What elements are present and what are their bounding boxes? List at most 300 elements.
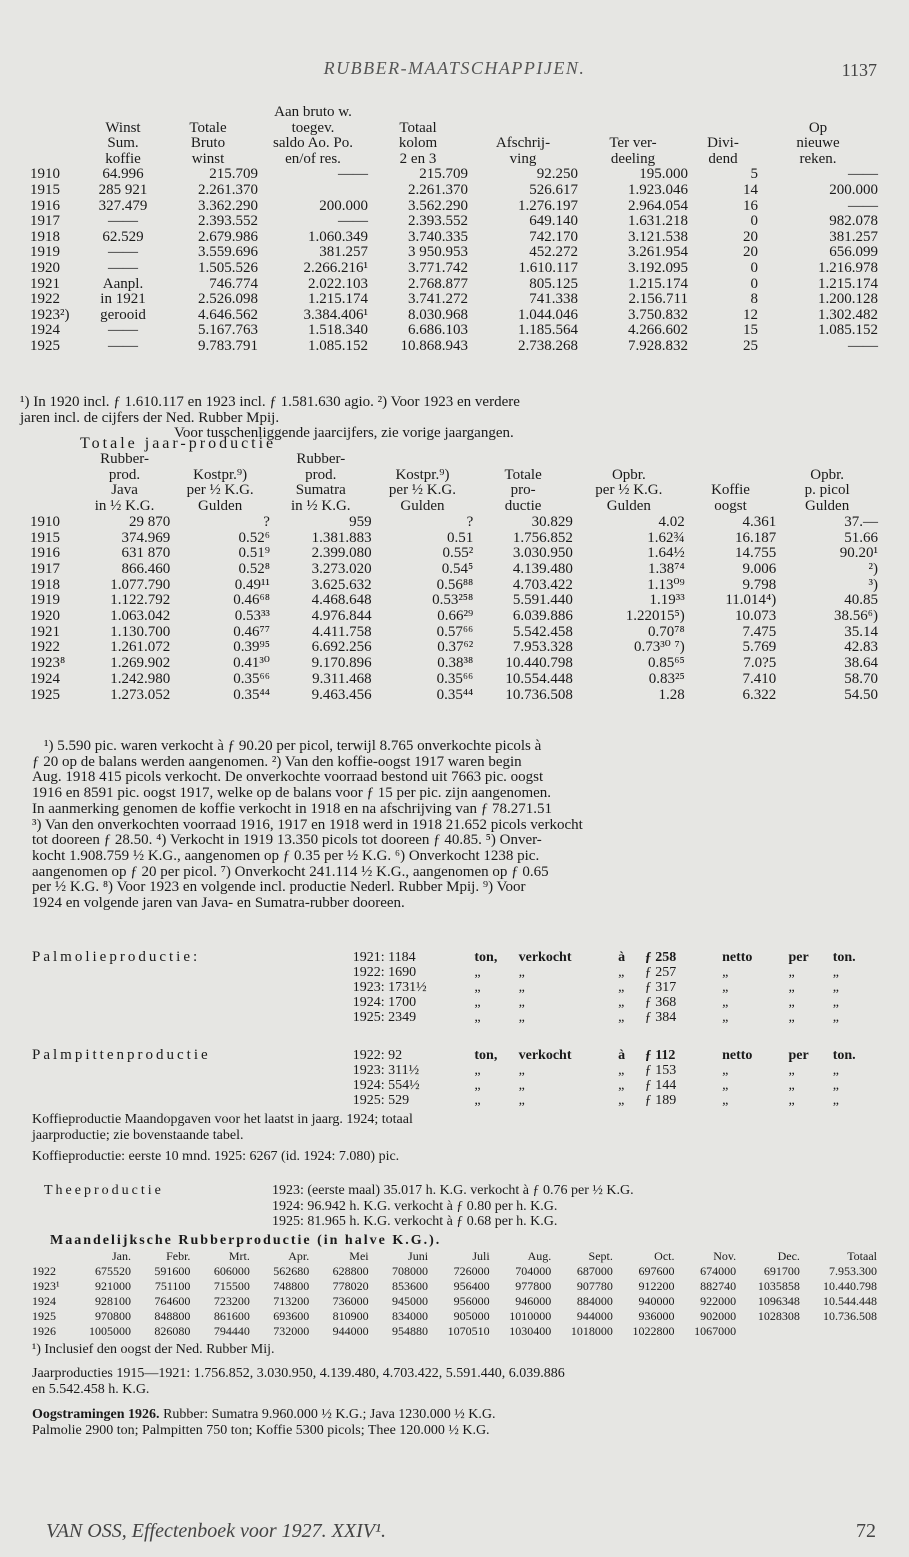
- table-cell: 1010000: [509, 1309, 552, 1323]
- table-cell: 1916: [30, 545, 60, 562]
- table-cell: 5.591.440: [512, 592, 573, 609]
- table-cell: 970800: [95, 1309, 132, 1323]
- table-cell: 1924: [30, 322, 60, 339]
- table-cell: „: [788, 995, 795, 1010]
- table-cell: „: [518, 965, 525, 980]
- table-row: [30, 593, 878, 609]
- table-row: [32, 995, 877, 1010]
- table-cell: 62.529: [102, 228, 144, 245]
- table-cell: 936000: [638, 1309, 675, 1323]
- table-cell: ton,: [474, 1048, 498, 1063]
- table-cell: 37.—: [844, 513, 878, 530]
- table-cell: 10.736.508: [823, 1309, 877, 1323]
- table-cell: Ter ver-: [609, 135, 657, 152]
- table-cell: Op: [808, 119, 828, 136]
- table-cell: 1.302.482: [818, 306, 878, 323]
- table-cell: 1922: [30, 639, 60, 656]
- table-cell: 1916: [30, 197, 60, 214]
- table-cell: 1.19³³: [649, 592, 685, 609]
- row-label: [32, 1063, 353, 1078]
- table-cell: 1926: [32, 1324, 56, 1338]
- table-cell: 1.215.174: [308, 291, 368, 308]
- table-cell: [30, 152, 88, 168]
- table-row: [30, 609, 878, 625]
- table-cell: Aug.: [527, 1249, 552, 1263]
- table-cell: ton,: [474, 950, 498, 965]
- page-number: 1137: [841, 60, 877, 80]
- table-cell: 0.35⁴⁴: [233, 686, 270, 703]
- table-cell: „: [722, 1063, 729, 1078]
- table-cell: ——: [108, 337, 138, 354]
- table-cell: 20: [743, 228, 758, 245]
- table-cell: 51.66: [844, 529, 878, 546]
- table-cell: Aan bruto w.: [274, 104, 352, 120]
- oogstramingen: [32, 1407, 867, 1438]
- oogst-label: Oogstramingen 1926.: [32, 1407, 160, 1422]
- table-cell: 697600: [638, 1264, 675, 1278]
- table-cell: 10.073: [735, 608, 777, 625]
- table-cell: 1920: [30, 608, 60, 625]
- table-cell: 2.768.877: [408, 275, 468, 292]
- table-cell: Sumatra: [295, 482, 346, 499]
- thee-line: 1924: 96.942 h. K.G. verkocht à ƒ 0.80 per h. K.G.: [272, 1198, 558, 1214]
- table-cell: 12: [743, 306, 758, 323]
- table-cell: [776, 452, 878, 468]
- table-cell: 1917: [30, 560, 60, 577]
- table-row: [30, 183, 878, 199]
- table-cell: 0.52⁸: [238, 560, 270, 577]
- table-cell: ƒ 368: [644, 995, 677, 1010]
- table-cell: 452.272: [529, 244, 578, 261]
- table-cell: „: [618, 980, 625, 995]
- table-cell: [32, 1249, 72, 1264]
- table-row: [30, 230, 878, 246]
- table-cell: 0.53³³: [234, 608, 270, 625]
- table-row: [30, 531, 878, 547]
- table-cell: 92.250: [536, 166, 578, 183]
- table-cell: Febr.: [166, 1249, 191, 1263]
- table-cell: 1.085.152: [308, 337, 368, 354]
- table-cell: in ½ K.G.: [94, 498, 155, 515]
- table-cell: 5.769: [742, 639, 777, 656]
- maand-title: Maandelijksche Rubberproductie (in halve K.G.).: [50, 1233, 442, 1248]
- note-line: Voor tusschenliggende jaarcijfers, zie vorige jaargangen.: [174, 425, 514, 442]
- table-cell: 0.38³⁸: [437, 655, 474, 672]
- palmolie-table: [32, 950, 877, 1025]
- table-cell: 736000: [332, 1294, 369, 1308]
- table-cell: „: [474, 1093, 481, 1108]
- table-cell: 810900: [332, 1309, 369, 1323]
- note-line: Aug. 1918 415 picols verkocht. De onverkochte voorraad bestond uit 7663 pic. oogst: [32, 769, 544, 786]
- note-line: 1916 en 8591 pic. oogst 1917, welke op de balans voor ƒ 15 per pic. zijn aangenomen.: [32, 785, 552, 802]
- table-cell: ving: [509, 150, 537, 167]
- table-cell: „: [832, 1063, 839, 1078]
- table-cell: 1096348: [757, 1294, 800, 1308]
- table-cell: Koffie: [711, 482, 750, 499]
- table-cell: [30, 136, 88, 152]
- table-cell: [88, 105, 158, 121]
- thee-line: 1925: 81.965 h. K.G. verkocht à ƒ 0.68 per h. K.G.: [272, 1214, 558, 1229]
- table-cell: „: [832, 995, 839, 1010]
- table-cell: 0.35⁶⁶: [436, 670, 474, 687]
- table-cell: „: [518, 1010, 525, 1025]
- oogst-line: Palmolie 2900 ton; Palmpitten 750 ton; Koffie 5300 picols; Thee 120.000 ½ K.G.: [32, 1422, 490, 1438]
- table-cell: 713200: [273, 1294, 310, 1308]
- table-cell: 2.964.054: [628, 197, 688, 214]
- table-cell: ƒ 144: [644, 1078, 677, 1093]
- table-cell: 907780: [576, 1279, 613, 1293]
- table-cell: 35.14: [844, 623, 878, 640]
- table-cell: [688, 121, 758, 137]
- table-cell: [573, 452, 685, 468]
- header-row: [30, 452, 878, 468]
- table-cell: 2.022.103: [308, 275, 368, 292]
- table-row: [30, 277, 878, 293]
- table-cell: „: [618, 965, 625, 980]
- table-row: [30, 672, 878, 688]
- table-cell: 0.53²⁵⁸: [432, 592, 474, 609]
- table-cell: 834000: [392, 1309, 429, 1323]
- table-cell: prod.: [305, 466, 337, 483]
- table-cell: [258, 183, 368, 199]
- table-cell: 14: [743, 181, 758, 198]
- row-label: [32, 965, 353, 980]
- table-cell: pro-: [510, 482, 536, 499]
- table-cell: reken.: [799, 150, 837, 167]
- table-row: [30, 640, 878, 656]
- table-row: [30, 656, 878, 672]
- table-cell: 16: [743, 197, 758, 214]
- table-cell: 7.475: [742, 623, 777, 640]
- row-label: [32, 1078, 353, 1093]
- table-cell: 1.261.072: [110, 639, 171, 656]
- table-cell: 38.64: [844, 655, 878, 672]
- table-cell: 628800: [332, 1264, 369, 1278]
- table-cell: ——: [108, 322, 138, 339]
- table-cell: Sum.: [107, 135, 139, 152]
- table-cell: [800, 1324, 877, 1339]
- table-cell: 1.38⁷⁴: [648, 560, 685, 577]
- note-line: ¹) In 1920 incl. ƒ 1.610.117 en 1923 incl. ƒ 1.581.630 agio. ²) Voor 1923 en verdere: [20, 394, 520, 410]
- table-cell: 1.185.564: [518, 322, 578, 339]
- table-cell: 3.741.272: [408, 291, 468, 308]
- table-cell: Afschrij-: [495, 135, 551, 152]
- table-cell: 1923¹: [32, 1279, 60, 1293]
- table-row: [32, 1010, 877, 1025]
- table-cell: Mrt.: [228, 1249, 250, 1263]
- table-cell: 591600: [154, 1264, 191, 1278]
- table-row: [30, 546, 878, 562]
- table-cell: 38.56⁶): [834, 608, 878, 625]
- table-cell: [30, 499, 79, 515]
- table-cell: „: [832, 980, 839, 995]
- table-row: [30, 308, 878, 324]
- header-row: [30, 152, 878, 168]
- table-cell: 0.35⁴⁴: [436, 686, 474, 703]
- table-cell: 921000: [95, 1279, 132, 1293]
- table-cell: 1.276.197: [518, 197, 578, 214]
- table-cell: 3.273.020: [311, 560, 372, 577]
- table-cell: Winst: [105, 119, 141, 136]
- table-row: [30, 625, 878, 641]
- table-cell: Gulden: [198, 498, 243, 515]
- table-cell: 1925: [32, 1309, 56, 1323]
- table-cell: 5.167.763: [198, 322, 258, 339]
- table-cell: 1.215.174: [818, 275, 878, 292]
- table-cell: 0.54⁵: [441, 560, 474, 577]
- table-cell: 1.610.117: [518, 259, 578, 276]
- running-header: [0, 58, 909, 82]
- table-cell: 9.006: [742, 560, 777, 577]
- table-cell: „: [618, 1078, 625, 1093]
- note-line: In aanmerking genomen de koffie verkocht in 1918 en na afschrijving van ƒ 78.271.51: [32, 800, 552, 817]
- note-line: 1924 en volgende jaren van Java- en Sumatra-rubber dooreen.: [32, 895, 405, 912]
- footer-source: VAN OSS, Effectenboek voor 1927. XXIV¹.: [46, 1520, 386, 1542]
- koffie-line: jaarproductie; zie bovenstaande tabel.: [32, 1127, 244, 1143]
- table-cell: 25: [743, 337, 758, 354]
- table-cell: 16.187: [735, 529, 777, 546]
- table-cell: 946000: [515, 1294, 552, 1308]
- table-cell: ductie: [504, 498, 542, 515]
- table-cell: 0.46⁶⁸: [233, 592, 270, 609]
- table-cell: Totale: [189, 119, 227, 136]
- table-cell: 3.192.095: [628, 259, 688, 276]
- table-cell: 954880: [392, 1324, 429, 1338]
- table-cell: 9.170.896: [311, 655, 372, 672]
- table-cell: 215.709: [209, 166, 258, 183]
- table-cell: „: [788, 1010, 795, 1025]
- table-cell: 861600: [213, 1309, 250, 1323]
- table-cell: „: [722, 1078, 729, 1093]
- table-cell: [685, 452, 777, 468]
- table-cell: 884000: [576, 1294, 613, 1308]
- footer-page: 72: [856, 1520, 876, 1542]
- table-cell: 3.121.538: [628, 228, 688, 245]
- table-cell: „: [722, 1093, 729, 1108]
- table-cell: Totaal: [399, 119, 437, 136]
- table-cell: netto: [722, 950, 753, 965]
- table-cell: 1915: [30, 181, 60, 198]
- table-cell: 10.544.448: [823, 1294, 877, 1308]
- table-cell: 1.28: [658, 686, 685, 703]
- table-cell: „: [618, 1010, 625, 1025]
- table-cell: in 1921: [100, 291, 146, 308]
- table-cell: „: [474, 1010, 481, 1025]
- table-cell: 200.000: [319, 197, 368, 214]
- table-cell: 3.362.290: [198, 197, 258, 214]
- table-cell: 977800: [515, 1279, 552, 1293]
- table-cell: 1.631.218: [628, 213, 688, 230]
- table-cell: 649.140: [529, 213, 578, 230]
- table-cell: 526.617: [529, 181, 578, 198]
- table-cell: 3.559.696: [198, 244, 258, 261]
- table-cell: 0.70⁷⁸: [648, 623, 685, 640]
- table-cell: ?: [263, 513, 270, 530]
- table-cell: 2.399.080: [311, 545, 372, 562]
- table-cell: 1924: [32, 1294, 56, 1308]
- table-cell: 0.46⁷⁷: [233, 623, 270, 640]
- table-cell: per: [788, 950, 809, 965]
- table-cell: 1921: [30, 275, 60, 292]
- table-cell: 1.085.152: [818, 322, 878, 339]
- table-cell: 1922: [32, 1264, 56, 1278]
- table-cell: ——: [848, 197, 878, 214]
- table-cell: [736, 1324, 800, 1339]
- table-cell: 374.969: [121, 529, 171, 546]
- table-cell: 2 en 3: [399, 150, 437, 167]
- table-cell: ——: [108, 259, 138, 276]
- table-cell: 8.030.968: [408, 306, 468, 323]
- header-row: [30, 136, 878, 152]
- table-cell: ƒ 189: [644, 1093, 677, 1108]
- table-cell: 1070510: [447, 1324, 490, 1338]
- table-cell: Juli: [472, 1249, 490, 1263]
- table-cell: 1.381.883: [311, 529, 372, 546]
- table-cell: „: [722, 1010, 729, 1025]
- note-line: ƒ 20 op de balans werden aangenomen. ²) Van den koffie-oogst 1917 waren begin: [32, 753, 522, 770]
- table-cell: 956000: [453, 1294, 490, 1308]
- note-line: ³) Van den onverkochten voorraad 1916, 1917 en 1918 werd in 1918 21.652 picols verkocht: [32, 816, 583, 833]
- table-cell: 0.52⁶: [238, 529, 270, 546]
- table-cell: 0.56⁸⁸: [436, 576, 474, 593]
- table-row: [32, 1294, 877, 1309]
- table-cell: 42.83: [844, 639, 878, 656]
- table-cell: 0.37⁶²: [437, 639, 474, 656]
- table-cell: koffie: [105, 150, 141, 167]
- table-cell: 1.200.128: [818, 291, 878, 308]
- table-cell: Gulden: [805, 498, 850, 515]
- table-cell: 940000: [638, 1294, 675, 1308]
- table-row: [32, 1093, 877, 1108]
- table-cell: ƒ 384: [644, 1010, 677, 1025]
- header-row: [30, 105, 878, 121]
- table-cell: „: [474, 965, 481, 980]
- thee-section: [32, 1183, 867, 1233]
- table-cell: 1922: [30, 291, 60, 308]
- note-line: jaren incl. de cijfers der Ned. Rubber Mpij.: [20, 409, 280, 426]
- table-cell: „: [788, 1078, 795, 1093]
- table-cell: 905000: [453, 1309, 490, 1323]
- table-cell: 562680: [273, 1264, 310, 1278]
- table-cell: 4.976.844: [311, 608, 372, 625]
- table-cell: 1.215.174: [628, 275, 688, 292]
- table-cell: Mei: [349, 1249, 369, 1263]
- table-cell: „: [518, 1078, 525, 1093]
- row-label: Palmolieproductie:: [32, 949, 201, 965]
- table-cell: 7.0?5: [743, 655, 777, 672]
- table-cell: 6.039.886: [512, 608, 573, 625]
- table-cell: 1925: [30, 337, 60, 354]
- table-cell: 1028308: [757, 1309, 800, 1323]
- table-cell: „: [788, 965, 795, 980]
- table-cell: gerooid: [100, 306, 146, 323]
- note-line: per ½ K.G. ⁸) Voor 1923 en volgende incl. productie Nederl. Rubber Mpij. ⁹) Voor: [32, 879, 526, 896]
- table-cell: Sept.: [588, 1249, 613, 1263]
- table-cell: [578, 105, 688, 121]
- table-cell: 1.044.046: [518, 306, 578, 323]
- table-cell: 3.750.832: [628, 306, 688, 323]
- table-cell: 1910: [30, 513, 60, 530]
- table-cell: prod.: [108, 466, 141, 483]
- production-table: [30, 452, 878, 703]
- table-cell: 1923: 311½: [352, 1063, 420, 1078]
- table-cell: 1.130.700: [110, 623, 171, 640]
- table-cell: 3.384.406¹: [303, 306, 368, 323]
- table-cell: 944000: [576, 1309, 613, 1323]
- page-title: RUBBER-MAATSCHAPPIJEN.: [323, 58, 586, 78]
- row-label: [32, 1010, 353, 1025]
- table-cell: 0.51: [447, 529, 474, 546]
- table-cell: 0.51⁹: [238, 545, 270, 562]
- table-cell: Oct.: [654, 1249, 675, 1263]
- table-cell: „: [474, 1063, 481, 1078]
- table-cell: ƒ 257: [644, 965, 677, 980]
- table-cell: 1918: [30, 228, 60, 245]
- table-cell: 922000: [700, 1294, 737, 1308]
- table-cell: 195.000: [639, 166, 688, 183]
- table-row: [32, 1324, 877, 1339]
- table-row: [32, 1309, 877, 1324]
- table-cell: per ½ K.G.: [388, 482, 456, 499]
- table-cell: „: [618, 1063, 625, 1078]
- table-cell: 0: [750, 275, 758, 292]
- table-cell: 10.868.943: [400, 337, 468, 354]
- table-cell: 742.170: [529, 228, 578, 245]
- table-cell: 0.85⁶⁵: [648, 655, 685, 672]
- table-cell: Kostpr.⁹): [193, 466, 248, 483]
- table-cell: 848800: [154, 1309, 191, 1323]
- page-footer: [46, 1520, 876, 1543]
- table-cell: 9.798: [742, 576, 777, 593]
- table-cell: 4.266.602: [628, 322, 688, 339]
- table-cell: 0.73³⁰ ⁷): [634, 639, 685, 656]
- table-cell: 741.338: [529, 291, 578, 308]
- table-cell: 215.709: [419, 166, 468, 183]
- table-row: [32, 1264, 877, 1279]
- table-cell: 853600: [392, 1279, 429, 1293]
- table-row: [30, 562, 878, 578]
- table-cell: Nov.: [713, 1249, 737, 1263]
- table-cell: 3.562.290: [408, 197, 468, 214]
- table-cell: 0.83²⁵: [648, 670, 685, 687]
- note-line: ¹) 5.590 pic. waren verkocht à ƒ 90.20 per picol, terwijl 8.765 onverkochte picols à: [44, 738, 542, 754]
- table-cell: 1925: 2349: [352, 1010, 417, 1025]
- table-cell: 1.063.042: [110, 608, 171, 625]
- table-cell: ton.: [832, 950, 856, 965]
- table-row: [30, 199, 878, 215]
- table-cell: 606000: [213, 1264, 250, 1278]
- table-cell: 693600: [273, 1309, 310, 1323]
- table-cell: 1922: 1690: [352, 965, 417, 980]
- table-cell: 959: [349, 513, 372, 530]
- table-cell: 90.20¹: [839, 545, 878, 562]
- table-cell: 1.22015⁵): [625, 608, 685, 625]
- table-cell: 1030400: [509, 1324, 552, 1338]
- table-cell: 2.738.268: [518, 337, 578, 354]
- table-cell: kolom: [398, 135, 438, 152]
- table-cell: „: [832, 1078, 839, 1093]
- table-cell: 2.679.986: [198, 228, 258, 245]
- table-cell: 0.35⁶⁶: [233, 670, 270, 687]
- table-cell: 2.266.216¹: [303, 259, 368, 276]
- table-cell: 0: [750, 213, 758, 230]
- palmpit-table: [32, 1048, 877, 1108]
- table-cell: „: [722, 965, 729, 980]
- table-row: [30, 245, 878, 261]
- table-cell: 381.257: [319, 244, 368, 261]
- table-row: [30, 261, 878, 277]
- table-cell: „: [788, 1063, 795, 1078]
